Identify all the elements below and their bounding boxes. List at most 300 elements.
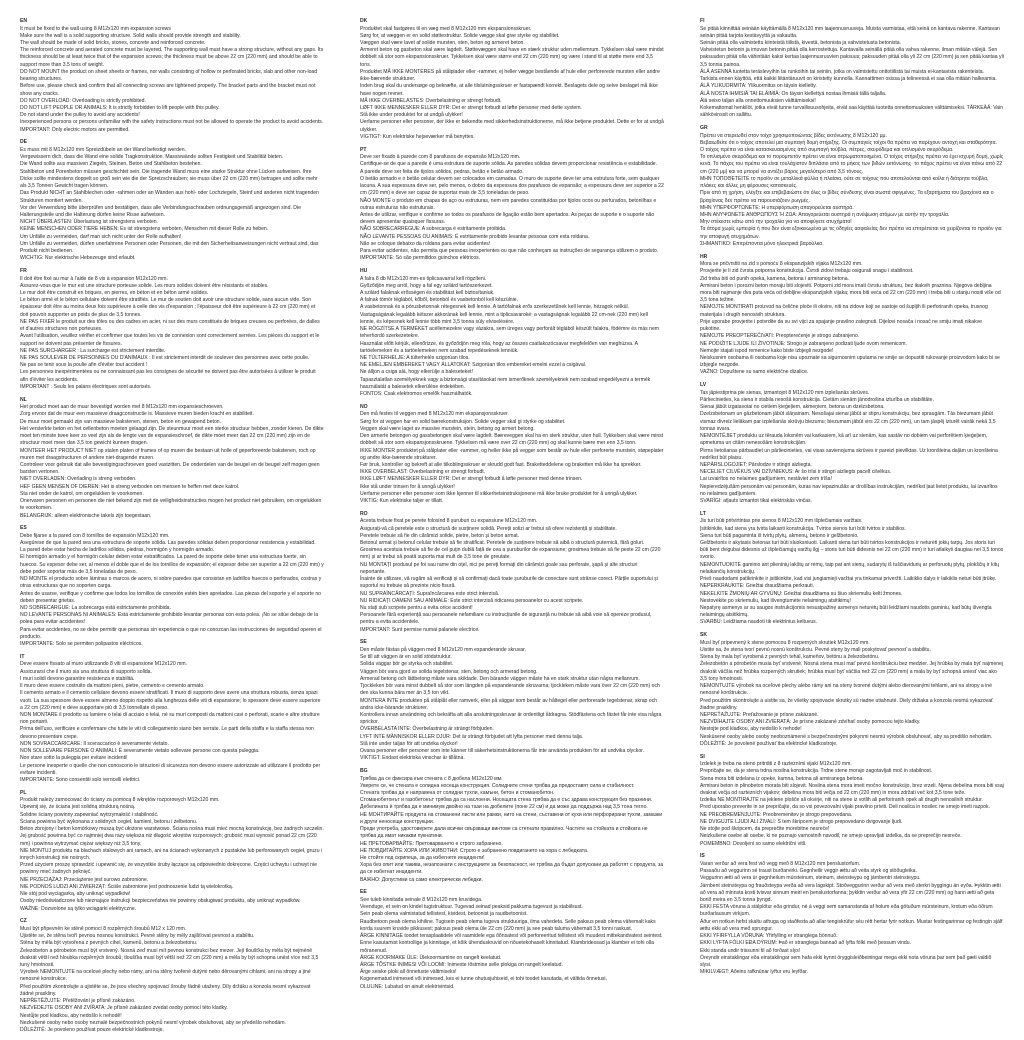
instruction-line: NE TÚLTERHELJE: A túlterhelés szigorúan tilos. [360,355,470,362]
instruction-line: НЕ МОНТИРАЙТЕ продукта на стоманени листи или рамки, нито на стени, съставени от кухи или перфорирани тухли, замазки и други неносещи конструкции. [360,811,663,825]
instruction-line: Før bruk, kontroller og bekreft at alle tilkoblingsskruer er skrudd godt fast. Braketteddelene og braketten må ikke ha sprekker. [360,461,642,468]
instruction-line: IMPORTANT: Sunt permise numai palanele electrice. [360,626,480,633]
instruction-line: Deve essere fissato al muro utilizzando 8 viti di espansione M12x120 mm. [20,661,188,668]
instruction-line: Železobetón a pórobetón musia byť vrstvené. Nosná stena musí mať pevnú konštrukciu bez medzier. Jej hrúbka by mala byť najmenej dvakrát väčšia než hrúbka rozperných skrutiek; hrúbka musí byť väčšia než 22 cm (220 mm) a mala by byť schopná uniesť viac ako 3,5 tony hmotnosti. [700,661,1004,682]
instruction-line: VIKTIGT: Endast elektriska vinschar är tillåtna. [360,755,465,762]
instruction-line: Betonul armat și betonul celular trebuie să fie stratificat. Peretele de susținere trebuie să aibă o structură puternică, fără goluri. Grosimea acestuia trebuie să fie de cel puțin dublă față de cea a șuruburilor de expansiune; grosimea trebuie să fie peste 22 cm (220 mm) și ar trebui să poată suporta mai mult de 3,5 tone de greutate. [360,540,661,561]
instruction-line: A falnak tömör téglából, kőből, betonból és vasbetonból kell készülnie. [360,297,519,304]
instruction-line: Sein peab olema valmistatud tellistest, kividest, betoonist ja raudbetoonist. [360,911,528,918]
instruction-line: BELANGRIJK: alleen elektronische takels zijn toegestaan. [20,512,152,519]
instruction-line: IKKE OVERBELAST: Overbelastning er strengt forbudt. [360,469,486,476]
instruction-line: Para evitar acidentes, não permita que pessoas inexperientes ou que não conheçam as instruções de segurança utilizem o produto. [360,248,659,255]
instruction-line: Ne álljon a csiga alá, hogy elkerülje a baleseteket! [360,369,473,376]
text-column-3 [700,18,1004,1040]
language-section [20,139,324,262]
instruction-line: Stěna by měla být vytvořena z pevných cihel, kamenů, betonu a železobetonu. [20,940,198,947]
instruction-line: Înainte de utilizare, vă rugăm să verificați și să confirmați dacă toate șuruburile de conectare sunt strânse corect. Părțile suportului și suportul nu trebuie să prezinte nicio fisură. [360,576,658,590]
language-section [360,511,664,634]
instruction-line: NON SOLLEVARE PERSONE O ANIMALI: È severamente vietato sollevare persone con questa puleggia. [20,748,260,755]
instruction-line: NEMOJTE MONTIRATI proizvod na čelične ploče ili okvire, niti na zidove koji se sastoje od šupljih ili perforiranih opeka, trusnog materijala i drugih nenosivih struktura. [700,304,988,318]
instruction-line: Το οπλισμένο σκυρόδεμα και το πορομπετόν πρέπει να είναι στρωματοποιημένα. Ο τοίχος στήριξης πρέπει να έχει ισχυρή δομή, χωρίς κενά. Το πάχος του πρέπει να είναι τουλάχιστον διπλάσιο από το μήκος των βιδών εκτόνωσης· το πάχος πρέπει να είναι πάνω από 22 cm (220 μμ) και να μπορεί να αντέξει βάρος μεγαλύτερο από 3,5 τόνους. [700,154,1004,175]
instruction-line: NEMOJTE PREOPTEREĆIVATI: Preopterećenje je strogo zabranjeno. [700,333,860,340]
instruction-line: Vahvistetun betonin ja imuvan betonin pitää olla kerrostettuja. Kantavalla seinällä pitää olla vahva rakenne, ilman mitään välejä. Sen paksuuden pitää olla vähintään kaksi kertaa laajennusruuvien paksuus; paksuuden pitää olla yli 22 cm (220 mm) ja sen pitää kantaa yli 3,5 tonnia painoa. [700,47,1004,68]
instruction-line: Provjerite je li zid čvrsta potporna konstrukcija. Čvrsti zidovi trebaju osigurati snagu i stabilnost. [700,268,914,275]
instruction-line: Neizkušene osebe ali osebe, ki ne poznajo varnostnih navodil, ne smejo upravljati izdelka, da se preprečijo nesreče. [700,833,962,840]
instruction-line: Solida väggar bör ge styrka och stabilitet. [360,661,454,668]
instruction-line: De muur moet gemaakt zijn van massieve bakstenen, stenen, beton en gewapend beton. [20,418,222,425]
instruction-line: Les personnes inexpérimentées ou ne connaissant pas les consignes de sécurité ne doivent pas être autorisées à utiliser le produit afin d'éviter les accidents. [20,369,316,383]
instruction-line: Assicurarsi che il muro sia una struttura di supporto solida. [20,668,152,675]
language-code: DE [20,139,28,146]
language-section [700,632,1004,748]
language-code: IT [20,653,25,660]
instruction-line: Musí byť pripevnený k stene pomocou 8 rozperných skrutiek M12x120 mm. [700,639,870,646]
instruction-line: NEPĀRSLOGOJIET: Pārslodze ir stingri aizliegta. [700,461,812,468]
instruction-line: NEZVEDEJTE OSOBY ANI ZVÍŘATA: Je přísně zakázáno zvedat osoby pomocí této kladky. [20,1005,228,1012]
instruction-line: Izdelek je treba na steno pritrditi z 8 raztezními vijaki M12x120 mm. [700,761,852,768]
instruction-line: Den måste fästas på väggen med 8 M12x120 mm expanderande skruvar. [360,647,526,653]
language-code: LT [700,510,706,517]
instruction-line: Le persone inesperte o quelle che non conoscono le istruzioni di sicurezza non devono essere autorizzate ad utilizzare il prodotto per evitare incidenti. [20,762,321,776]
instruction-line: NEZVDÍHAJTE OSOBY ANI ZVIERATÁ: Je prísne zakázané zdvíhať osoby pomocou tejto kladky. [700,719,921,726]
language-section [360,147,664,263]
instruction-line: VIGTIGT: Kun elektriske hejseværker må benyttes. [360,133,475,140]
instruction-line: El hormigón armado y el hormigón celular deben estar estratificados. La pared de soporte debe tener una estructura fuerte, sin huecos. Su espesor debe ser, al menos el doble que el de los tornillos de expansión; el espesor debe ser superior a 22 cm (220 mm) y debe poder soportar más de 3,5 toneladas de peso. [20,554,324,575]
instruction-line: Neiskusnim osobama ili osobama koje nisu upoznate sa sigurnosnim uputama ne smije se dopustiti rukovanje proizvodom kako bi se izbjegle nezgode. [700,355,1000,369]
instruction-line: Sienai jābūt izgatavotai no cietiem ķieģeļiem, akmeņiem, betona un dzelzsbetona. [700,404,885,411]
instruction-line: NICHT ÜBERLASTEN: Überlastung ist strengstens verboten. [20,219,159,226]
instruction-line: ÄRGE KOORMAKE ÜLE: Ülekoormamine on rangelt keelatud. [360,954,502,961]
instruction-line: НЕ ПОВДИГАЙТЕ ХОРА ИЛИ ЖИВОТНИ: Строго е забранено повдигането на хора с лебедката. [360,847,589,854]
instruction-line: SVARĪGI: atļauts izmantot tikai elektriskās vinčas. [700,498,813,505]
instruction-line: NEKELKITE ŽMONIŲ AR GYVŪNŲ: Griežtai draudžiama su šiuo skriemuliu kelti žmones. [700,590,903,597]
instruction-line: Veggen skal være laget av massive murstein, stein, betong og armert betong. [360,425,535,432]
instruction-line: Das Produkt NICHT an Stahlblechen oder -rahmen oder an Wänden aus hohl- oder Lochziegeln, Steinf und anderen nicht tragenden Strukturen montiert werden. [20,190,319,204]
instruction-line: Il cemento armato e il cemento cellulare devono essere stratificati. Il muro di supporto deve avere una struttura robusta, senza spazi vuoti. La sua spessore deve essere almeno doppio rispetto alla lunghezza delle viti di espansione; lo spessore deve essere superiore a 22 cm (220 mm) e deve supportare più di 3,5 tonnellate di peso. [20,690,321,711]
instruction-line: NON MONTARE il prodotto su lamiere o telai di acciaio o telai, né su muri composti da mattoni cavi o perforati, scarie e altre strutture non portanti. [20,711,320,726]
instruction-line: NÃO SOBRECARREGUE: A sobrecarga é estritamente proibida. [360,226,507,233]
instruction-line: IMPORTANT: Only electric motors are permitted. [20,126,130,133]
instruction-line: Le béton armé et le béton cellulaire doivent être stratifiés. Le mur de soutien doit avoir une structure solide, sans aucun vide. Son épaisseur doit être au moins deux fois supérieure à celle des vis d'expansion ; l'épaisseur doit être supérieure à 22 cm (220 mm) et doit pouvoir supporter un poids de plus de 3,5 tonnes. [20,297,316,318]
language-section [20,268,324,391]
language-section [20,397,324,520]
instruction-line: Výrobek NEMONTUJTE na ocelové plechy nebo rámy, ani na stěny tvořené dutými nebo děrovanými cihlami, ani na stropy a jiné nenosné konstrukce. [20,969,311,983]
instruction-line: Varan verður að vera fest við vegg með 8 M12x120 mm þenslustorfum. [700,860,861,867]
instruction-line: Controleer voor gebruik dat alle bevestigingsschroeven goed vastzitten. De onderdelen van de beugel en de beugel zelf mogen geen barsten vertonen. [20,461,320,476]
instruction-line: Tapasztalatlan személyeknek vagy a biztonsági utasításokat nem ismerőknek személyeknek nem szabad engedélyezni a termék használatát a balesetek elkerülése érdekében. [360,376,651,390]
language-section [20,18,324,134]
instruction-line: Acesta trebuie fixat pe perete folosind 8 șuruburi cu expansiune M12x120 mm. [360,518,538,525]
instruction-line: Enne kasutamist kontrollige ja kinnitage, et kõik ühenduskruvid on nõuetekohaselt kinnitatud. Klambrideosad ja klamber ei tohi olla mõranenud. [360,940,654,954]
instruction-line: LYFT INTE MÄNNISKOR ELLER DJUR: Det är strängt förbjudet att lyfta personer med denna talja. [360,733,584,740]
instruction-line: NE PREOBREMENJUJTE: Preobremenitev je strogo prepovedana. [700,811,853,818]
instruction-line: NIE PODNOŚ LUDZI ANI ZWIERZĄT: Ściśle zabronione jest podnoszenie ludzi tą wielokrotką. [20,883,234,890]
instruction-line: Antes de usarse, verifique y confirme que todos los tornillos de conexión estén bien apretados. Las piezas del soporte y el soporte no deben presentar grietas. [20,590,321,604]
instruction-line: ÄLÄ NOSTA IHMISIÄ TAI ELÄIMIÄ: On täysin kiellettyä nostaa ihmisiä tällä taljalla. [700,90,887,97]
language-section [700,754,1004,848]
instruction-line: ÄRGE TÕSTKE INIMESI VÕI LOOMI: Inimeste tõstmine selle plokiga on rangelt keelatud. [360,961,563,968]
instruction-line: Certifique-se de que a parede é uma estrutura de suporte sólida. As paredes sólidas devem proporcionar resistência e estabilidade. [360,161,658,168]
instruction-line: Tas jāpiestiprina pie sienas, izmantojot 8 M12x120 mm izplešanās skrūves. [700,389,870,396]
language-section [360,768,664,884]
instruction-line: Beton zbrojony i beton komórkowy muszą być ułożone warstwowo. Ściana nośna musi mieć mocną konstrukcję, bez żadnych szczelin. Jej grubość powinna być co najmniej dwa razy większa niż długość wkrętów rozporowych; grubość musi wynosić ponad 22 cm (220 mm) i powinna wytrzymać ciężar większy niż 3,5 tony. [20,826,324,847]
instruction-line: Prepričajte se, da je stena trdna nosilna konstrukcija. Trdne stene morajo zagotavljati moč in stabilnost. [700,768,933,775]
instruction-line: Nestůjte pod kladkou, aby nedošlo k nehodě! [20,1012,122,1019]
instruction-line: SVARBU: Leidžiama naudoti tik elektrinius keltuvus. [700,619,818,626]
instruction-line: Не стойте под скрипеца, за да избегнете инциденти! [360,855,485,862]
instruction-line: Ujistěte se, že stěna tvoří pevnou nosnou konstrukci. Pevné stěny by měly zajišťovat pevnost a stabilitu. [20,933,255,940]
language-code: HR [700,253,708,260]
text-column-2 [360,18,664,1040]
instruction-line: Væggen skal være lavet af solide mursten, sten, beton og armeret beton. [360,40,525,47]
instruction-line: NIE MONTUJ produktu na blachach stalowych ani ramach, ani na ścianach wykonanych z pustaków lub perforowanych cegieł, gruzu i innych konstrukcji nie nośnych. [20,847,323,862]
instruction-line: NÃO MONTE o produto em chapas de aço ou estruturas, nem em paredes constituídas por tijolos ocos ou perfurados, betonilhas e outras estruturas não estruturais. [360,197,657,211]
language-section [360,639,664,762]
language-section [360,18,664,141]
instruction-line: Dzelzsbetonam un gāzbetonam jābūt slāņainam. Nesošajai sienai jābūt ar stipru konstrukciju, bez spraugām. Tās biezumam jābūt vismaz divreiz lielākam par izplešanās skrūvju biezumu; biezumam jābūt virs 22 cm (220 mm), un tam jāspēj izturēt vairāk nekā 3,5 tonnas svara. [700,411,996,432]
instruction-line: Pārliecinieties, ka siena ir stabila nesošā konstrukcija. Cietām sienām jānodrošina izturība un stabilitāte. [700,397,934,403]
language-section [700,853,1004,976]
language-code: PT [360,146,367,153]
instruction-line: Het versterkte beton en het cellenbeton moeten gelaagd zijn. De steunmuur moet een sterke structuur hebben, zonder kieren. De dikte moet ten minste twee keer zo veel zijn als de lengte van de expansieschroef, de dikte moet meer dan 22 cm (220 mm) zijn en de structuur moet meer dan 3,5 ton gewicht kunnen dragen. [20,425,324,447]
instruction-line: DO NOT OVERLOAD: Overloading is strictly prohibited. [20,97,146,104]
instruction-line: NON SOVRACCARICARE: Il sovraccarico è severamente vietato. [20,740,169,747]
instruction-line: ÄRGE KINNITAGE toodet terasplaatidele või raamidele ega õõnsatest või perforeeritud tellistest või muudest mittekandvatest seintest. [360,933,663,940]
instruction-line: NEMONTUJTE výrobok na oceľové plechy alebo rámy ani na steny tvorené dutými alebo dierovanými tehlami, ani na stropy a iné nenosné konštrukcie. [700,683,992,697]
instruction-line: Do not stand under the pulley to avoid any accidents! [20,112,140,119]
instruction-line: Produktet MÅ IKKE MONTERES på stålplader eller -rammer, ej heller vægge bestående af hule eller perforerede mursten eller andre ikke-bærende strukturer. [360,68,660,83]
instruction-line: Sta niet onder de katrol, om ongelukken te voorkomen. [20,490,144,497]
instruction-line: Áður en notkun hefst skaltu athuga og staðfesta að allar tengiskrúfur séu rétt hertar fyrir notkun. Mustar festingarinnar og festingin sjálf ættu ekki að vera með sprungur. [700,918,1003,932]
instruction-line: Stå ikke under produktet for at undgå ulykker! [360,112,463,119]
instruction-line: MÅ IKKE OVERBELASTES: Overbelastning er strengt forbudt. [360,97,502,104]
instruction-line: Veenduge, et sein on kindel tugistruktuur. Tugevad seinad peaksid pakkuma tugevust ja stabiilsust. [360,904,583,911]
instruction-line: Ikke stå under trinsen for å unngå ulykker! [360,483,455,490]
instruction-line: Peretele trebuie să fie din cărămizi solide, pietre, beton și beton armat. [360,532,520,539]
instruction-line: IMPORTANTE: Só são permitidos guinchos elétricos. [360,255,481,262]
instruction-line: La pared debe estar hecha de ladrillos sólidos, piedras, hormigón y hormigón armado. [20,547,215,554]
instruction-line: WAŻNE: Dozwolone są tylko wciągarki elektryczne. [20,905,137,912]
instruction-line: Nemojte stajati ispod remenice kako biste izbjegli nezgode! [700,347,834,354]
instruction-line: HEF GEEN MENSEN OF DIEREN: Het is streng verboden om mensen te heffen met deze katrol. [20,483,240,490]
instruction-line: Prieš naudodami patikrinkite ir įsitikinkite, kad visi jungiamieji varžtai yra tinkamai priveržti. Laikiklio dalys ir laikiklis neturi būti įtrūkę. [700,576,997,583]
instruction-line: Veggurinn ætti að vera úr gegnheilum múrsteinum, steinum, steinsteypu og járnbentri steinsteypu. [700,875,921,882]
instruction-line: Produktet skal fastgøres til en væg med 8 M12x120 mm ekspansionsskruer. [360,25,532,32]
instruction-line: POMEMBNO: Dovoljeni so samo električni vitli. [700,840,807,847]
instruction-line: NO SOBRECARGUE: La sobrecarga está estrictamente prohibida. [20,605,171,612]
instruction-line: NEMONTĒJIET produktu uz tērauda loksnēm vai karkasiem, kā arī uz sienām, kas sastāv no dobiem vai perforētiem ķieģeļiem, apmetuma un citām nenesošām konstrukcijām. [700,433,988,447]
instruction-line: Před použitím zkontrolujte a ujistěte se, že jsou všechny spojovací šrouby řádně utaženy. Díly držáku a konzola nesmí vykazovat žádné praskliny. [20,983,311,997]
instruction-line: ΣΗΜΑΝΤΙΚΟ: Επιτρέπονται μόνο ηλεκτρικά βαρούλκα. [700,240,824,247]
instruction-line: Vergewissern dich, dass die Wand eine solide Tragkonstruktion. Massivwände sollten Festigkeit und Stabilität bieten. [20,154,284,161]
instruction-line: The wall should be made of solid bricks, stones, concrete and reinforced concrete. [20,40,206,47]
instruction-line: Il muro deve essere costruito da mattoni pieni, pietre, cemento e cemento armato. [20,683,205,690]
instruction-line: Before use, please check and confirm that all connecting screws are tightened properly. The bracket parts and the bracket must not show any cracks. [20,83,316,97]
instruction-line: NEPREŤAŽUJTE: Preťažovanie je prísne zakázané. [700,711,819,718]
instruction-line: Ο τοίχος πρέπει να είναι κατασκευασμένος από συμπαγή τούβλα, πέτρες, σκυρόδεμα και οπλισμένο σκυρόδεμα. [700,147,954,153]
instruction-line: NEMONTUOKITE gaminio ant plieninių lakštų ar rėmų, taip pat ant sienų, sudarytų iš tuščiavidurių ar perforuotų plytų, plokščių ir kitų nelaikančių konstrukcijų. [700,561,999,575]
language-code: FI [700,18,705,24]
language-code: GR [700,124,708,131]
instruction-line: ΜΗΝ ΥΠΕΡΦΟΡΤΩΝΕΤΕ: Η υπερφόρτωση απαγορεύεται αυστηρά. [700,204,854,211]
instruction-line: Armirani beton i porozni beton moraju biti slojeviti. Potporni zid mora imati čvrstu strukturu, bez ikakvih praznina. Njegova debljina mora biti najmanje dva puta veća od debljine ekspanzijskih vijaka; mora biti veća od 22 cm (220 mm) i treba biti u stanju nositi više od 3,5 tona težine. [700,282,1001,304]
instruction-line: Nie stój pod wyciągarką, aby uniknąć wypadków! [20,891,131,898]
language-section [700,18,1004,119]
instruction-line: KEINE MENSCHEN ODER TIERE HEBEN: Es ist strengstens verboten, Menschen mit dieser Rolle zu heben. [20,226,269,233]
instruction-line: NO LEVANTE PERSONAS NI ANIMALES: Está estrictamente prohibido levantar personas con esta polea. ¡No se sitúe debajo de la polea para evitar accidentes! [20,612,319,626]
language-code: BG [360,768,368,774]
instruction-line: Die Wand sollte aus massiven Ziegeln, Steinen, Beton und Stahlbeton bestehen. [20,161,202,168]
instruction-line: Osoby niedoświadczone lub nieznające instrukcji bezpieczeństwa nie powinny obsługiwać produktu, aby uniknąć wypadków. [20,898,301,905]
instruction-line: Járnbent steinsteypa og frauðsteypa verða að vera lagskipt. Stoðveggurinn verður að vera með sterkri byggingu án eyða. Þykktin ætti að vera að minnsta kosti tvisvar sinnum meiri en þenslustorfanna; þykktin verður að vera yfir 22 cm (220 mm) og hann ætti að geta borið meira en 3,5 tonna þyngd. [700,882,1001,903]
instruction-line: ÄLÄ ASENNA tuotetta teräslevyihin tai runkoihin tai seiniin, jotka on valmistettu onttotiilistä tai muista ei-kantavista rakenteista. [700,68,984,75]
instruction-line: Inexperienced persons or persons unfamiliar with the safety instructions must not be allowed to operate the product to avoid accidents. [20,119,324,126]
language-section [700,511,1004,627]
instruction-line: VAŽNO: Dopuštene su samo električne dizalice. [700,369,809,376]
instruction-line: OLULINE: Lubatud on ainult elektrivintsid. [360,983,455,990]
instruction-line: Stena by mala byť vyrobená z pevných tehál, kameňov, betónu a železobetónu. [700,654,880,661]
instruction-line: Het product moet aan de muur bevestigd worden met 8 M12x120 mm expansieschroeven. [20,404,224,411]
instruction-line: Es muss mit 8 M12x120 mm Spreizdübeln an der Wand befestigt werden. [20,147,187,153]
instruction-line: Železobeton a pórobeton musí být vrstvený. Nosná zeď musí mít pevnou konstrukci bez mezer. Její tloušťka by měla být nejméně dvakrát větší než hloubka rozpěrných šroubů; tloušťka musí být větší než 22 cm (220 mm) a měla by být schopna unést více než 3,5 tuny hmotnosti. [20,947,319,968]
language-code: SK [700,632,708,639]
instruction-line: Ärge seiske ploki all õnnetuste vältimiseks! [360,969,457,976]
language-code: FR [20,268,27,274]
instruction-line: Tarkista ennen käyttöä, että kaikki liitäntäruuvit on kiristetty kunnolla. Kannattimen osissa ja telineessä ei saa olla mitään halkeamia. [700,76,997,83]
instruction-line: Upewnij się, że ściana jest solidną strukturą nośną. [20,804,136,811]
instruction-line: Stahlbeton und Porenbeton müssen geschichtet sein. Die tragende Wand muss eine starke Struktur ohne Lücken aufweisen. Ihre Dicke sollte mindestens doppelt so groß sein wie die der Spreizschrauben; sie muss über 22 cm (220 mm) betragen und sollte mehr als 3,5 Tonnen Gewicht tragen können. [20,168,318,190]
instruction-line: Debe fijarse a la pared con 8 tornillos de expansión M12x120 mm. [20,532,170,539]
instruction-line: Uerfarne personer eller personer som ikke kjenner til sikkerhetsinstruksjonene må ikke bruke produktet for å unngå ulykker. [360,490,638,497]
instruction-line: A vasbetonnak és a pórusbetonnak rétegesnek kell lennie. A tartófalnak erős szerkezetűnek kell lennie, hézagok nélkül. Vastagságának legalább kétszer akkorának kell lennie, mint a tiplicsavaroké; a vastagságnak legalább 22 cm-nek (220 mm) kell lennie, és képesnek kell lennie több mint 3,5 tonna súly elviselésére. [360,304,648,325]
language-section [20,525,324,648]
instruction-line: Pred použitím skontrolujte a uistite sa, že všetky spojovacie skrutky sú riadne utiahnuté. Diely držiaka a konzola nesmú vykazovať žiadne praskliny. [700,697,993,711]
instruction-line: Zid treba biti od punih opeka, kamena, betona i armiranog betona. [700,275,849,282]
language-code: CZ [20,918,27,925]
instruction-line: Pred uporabo preverite in se prepričajte, da so vsi povezovalni vijaki pravilno priviti. Deli nosilca in nosilec ne smejo imeti razpok. [700,804,990,811]
instruction-line: IMPORTANTE: Solo se permiten polipastos eléctricos. [20,641,143,648]
instruction-line: Przed użyciem proszę sprawdzić i upewnić się, że wszystkie śruby łączące są odpowiednio dokręcone. Części uchwytu i uchwyt nie powinny mieć żadnych pęknięć. [20,862,317,876]
language-code: HU [360,268,368,274]
instruction-line: Μην στέκεστε κάτω από την τροχαλία για να αποφύγετε ατυχήματα! [700,219,852,226]
instruction-line: IKKE MONTER produktet på stålplater eller -rammer, og heller ikke på vegger som består av hule eller perforerte murstein, støpeplater og andre ikke-bærende strukturer. [360,447,664,461]
instruction-line: NE EMELJEN EMBEREKET VAGY ÁLLATOKAT: Szigorúan tilos embereket emelni ezzel a csigával. [360,362,587,369]
instruction-line: Kontrollera innan användning och bekräfta att alla anslutningsskruvar är ordentligt åtdragna. Stödfästena och fästet får inte visa några sprickor. [360,711,662,726]
instruction-line: Armirani beton in plinobeton morata biti slojevit. Nosilna stena mora imeti močno konstrukcijo, brez vrzeli. Njena debelina mora biti vsaj dvakrat večja od raztezních vijakov; debelina mora biti večja od 22 cm (220 mm) in mora zdržati več kot 3,5 tone teže. [700,782,1004,797]
instruction-line: NE RÖGZÍTSE A TERMÉKET acéllemezekre vagy vázakra, sem üreges vagy perforált téglából készült falakra, födémre és más nem teherhordó szerkezetekre. [360,326,660,340]
instruction-line: Трябва да се фиксира към стената с 8 дюбела M12x120 мм. [360,775,503,782]
instruction-line: Se till att väggen är en solid stödstruktur. [360,654,452,661]
instruction-line: Τα άτομα χωρίς εμπειρία ή που δεν είναι εξοικειωμένα με τις οδηγίες ασφαλείας δεν πρέπει να επιτρέπεται να χειρίζονται το προϊόν για την αποφυγή ατυχημάτων. [700,226,1002,240]
instruction-line: NU SUPRAÎNCĂRCAȚI: Supraîncărcarea este strict interzisă. [360,590,500,597]
language-code: EE [360,889,367,896]
instruction-line: Seinän pitää olla valmistettu kiinteistä tiilistä, kivestä, betonista ja vahvistetusta betonista. [700,40,902,47]
language-code: EN [20,18,28,24]
instruction-line: Armeret beton og gasbeton skal være lagdelt. Støttevæggen skal have en stærk struktur uden mellemrum. Tykkelsen skal være mindst dobbelt så stor som ekspansionsskruer. Tykkelsen skal være større end 22 cm (220 mm) og være i stand til at støtte mere end 3,5 tons. [360,47,664,68]
instruction-line: Uistite sa, že stena tvorí pevnú nosnú konštrukciu. Pevné steny by mali poskytovať pevnosť a stabilitu. [700,647,931,653]
instruction-line: Prije uporabe provjerite i potvrdite da su svi vijci za spajanje pravilno zategnuti. Dijelovi nosača i nosač ne smiju imati nikakve pukotine. [700,318,982,333]
language-code: RO [360,510,368,517]
language-section [360,404,664,505]
instruction-line: ΜΗΝ ΤΟΠΟΘΕΤΕΙΤΕ το προϊόν σε μεταλλικά φύλλα ή πλαίσια, ούτε σε τοίχους που αποτελούνται από κοίλα ή διάτρητα τούβλα, πλάκες και άλλες μη φέρουσες κατασκευές. [700,175,989,190]
instruction-line: Стоманобетонът и газобетонът трябва да са наслоени. Носещата стена трябва да е със здрава конструкция без празнини. Дебелината ѝ трябва да е минимум двойно на тази на дюбелите (поне 22 см) и да може да поддържа над 3,5 тона тегло. [360,797,653,811]
instruction-line: Óreyndir einstaklingar eða einstaklingar sem hafa ekki kynnt öryggisleiðbeiningar mega ekki nota vöruna þar sem það gæti valdið slysi. [700,954,992,968]
instruction-line: Уверете се, че стената е солидна носеща конструкция. Солидните стени трябва да предоставят сила и стабилност. [360,782,635,789]
instruction-line: NEPŘETĚŽUJTE: Přetěžování je přísně zakázáno. [20,998,136,1005]
instruction-line: Make sure the wall is a solid supporting structure. Solid walls should provide strength and stability. [20,32,241,39]
instruction-line: Jis turi būti pritvirtintas prie sienos 8 M12x120 mm išplečiamais varžtais. [700,518,863,525]
text-column-1 [20,18,324,1040]
instruction-line: Įsitikinkite, kad siena yra tvirta laikanti konstrukcija. Tvirtos sienos turi būti tvirtos ir stabilios. [700,525,906,532]
instruction-line: Produkt należy zamocować do ściany za pomocą 8 wkrętów rozporowych M12x120 mm. [20,797,220,804]
instruction-line: ÄLÄ YLIKUORMITA: Ylikuormitus on täysin kielletty. [700,83,817,90]
instruction-line: Nu stați sub scripete pentru a evita orice accident! [360,605,473,612]
instruction-line: Mora se pričvrstiti na zid s pomoću 8 ekspanzijskih vijaka M12x120 mm. [700,261,863,268]
instruction-line: Βεβαιωθείτε ότι ο τοίχος αποτελεί μια συμπαγή δομή στήριξης. Οι συμπαγείς τοίχοι θα πρέπει να παρέχουν αντοχή και σταθερότητα. [700,139,997,146]
instruction-line: O betão armado e o betão celular devem ser colocados em camadas. O muro de suporte deve ter uma estrutura forte, sem qualquer lacuna. A sua espessura deve ser, pelo menos, o dobro da espessura dos parafusos de expansão; a espessura deve ser superior a 22 cm (220 mm) e deve ser capaz de suportar mais de 3,5 toneladas de peso. [360,175,664,197]
language-code: DK [360,18,368,24]
instruction-line: Kogenematud inimesed või inimesed, kes ei tunne ohutusjuhiseid, ei tohi toodet kasutada, et vältida õnnetusi. [360,976,607,983]
instruction-line: Raudbetoon peab olema kihiline. Tugisein peab olema tugeva struktuuriga, ilma vahedeta. Selle paksus peab olema vähemalt kaks korda suurem kruvide pikkusest; paksus peab olema üle 22 cm (220 mm) ja see peab taluma vähemalt 3,5 tonni raskust. [360,918,656,932]
instruction-line: Le mur doit être construit en briques, en pierres, en béton et en béton armé solides. [20,290,209,297]
instruction-line: Izdelka NE MONTIRAJTE na jeklene plošče ali okvirje, niti na stene iz votlih ali perforiranih opek ali drugih nenosilnih struktur. [700,797,983,804]
instruction-line: DO NOT MOUNT the product on sheet sheets or frames, nor walls consisting of hollow or perforated bricks, slab and other non-load bearing structures. [20,68,318,83]
instruction-line: ÖVERBELASTA INTE: Överbelastning är strängt förbjuden. [360,726,494,733]
instruction-line: DŮLEŽITÉ: Je povoleno používat pouze elektrické kladkostroje. [20,1026,164,1033]
instruction-line: The reinforced concrete and aerated concrete must be layered. The supporting wall must have a strong structure, without any gaps. Its thickness should be at least twice that of the expansion screws; the thickness must be above 22 cm (220 mm) and should be able to support more than 3.5 tons of weight. [20,47,324,68]
language-code: NO [360,403,368,410]
instruction-line: Inden brug skal du undersøge og bekræfte, at alle tilslutningsskruer er fastspændt korrekt. Beslagets dele og selve beslaget må ikke have nogen revner. [360,83,658,97]
instruction-line: Passaðu að veggurinn sé traust burðarvirki. Gegnheilir veggir ættu að veita styrk og stöðugleika. [700,868,917,875]
language-section [700,382,1004,505]
instruction-line: EKKI FESTA vöruna á stálplötur eða grindur, né á veggi sem samanstanda af holum eða götuðum múrsteinum, krotum eða öðrum burðarlausum virkjum. [700,904,993,918]
instruction-line: Vor der Verwendung bitte überprüfen und bestätigen, dass alle Verbindungsschrauben ordnungsgemäß angezogen sind. Die Halterungsteile und die Halterung dürfen keine Risse aufweisen. [20,204,301,218]
instruction-line: Ściana powinna być wykonana z solidnych cegieł, kamieni, betonu i żelbetonu. [20,818,198,825]
language-code: PL [20,789,27,796]
language-code: LV [700,382,707,389]
instruction-line: A falra 8 db M12x120 mm-es tiplicsavarral kell rögzíteni. [360,275,487,282]
instruction-line: MIKILVÆGT: Aðeins rafknúnar lyftur eru leyfðar. [700,969,809,976]
instruction-line: Gelžbetonis ir akytasis betonas turi būti sluoksniuoti. Laikanti siena turi būti tvirtos konstrukcijos ir neturėti jokių tarpų. Jos storis turi būti bent dvigubai didesnis už išplečiamųjų varžtų ilgį – storis turi būti didesnis nei 22 cm (220 mm) ir turi atlaikyti daugiau nei 3,5 tonos svorio. [700,540,1004,561]
instruction-line: ВАЖНО: Допустими са само електрически лебедки. [360,876,483,883]
instruction-line: Преди употреба, удостоверете дали всички свързващи винтове са стегнати правилно. Частите на стойката и стойката не трябва да имат никакви пукнатини. [360,826,648,840]
instruction-line: Хора без опит или такива, незапознати с инструкциите за безопасност, не трябва да бъдат допускани да работят с продукта, за да се избегнат инциденти. [360,862,664,876]
instruction-line: EKKI YFIRFYLLA VÖRUNA: Yfirfylling er stranglega bönnuð. [700,933,838,940]
instruction-line: NE PAS FIXER le produit sur des tôles ou des cadres en acier, ni sur des murs constitués de briques creuses ou perforées, de dalles et d'autres structures non porteuses. [20,318,320,333]
instruction-line: Nezkušené osoby nebo osoby neznalé bezpečnostních pokynů nesmí výrobek obsluhovat, aby se předešlo nehodám. [20,1019,286,1026]
instruction-line: IMPORTANTE: Sono consentiti solo verricelli elettrici. [20,776,141,783]
instruction-line: Assurez-vous que le mur est une structure porteuse solide. Les murs solides doivent être résistants et stables. [20,282,269,289]
instruction-line: Prima dell'uso, verificare e confermare che tutte le viti di collegamento siano ben serrate. Le parti della staffa e la staffa stessa non devono presentare crepe. [20,726,314,740]
instruction-line: Lai izvairītos no nelaimes gadījumiem, nestāviet zem trīša! [700,476,832,483]
instruction-line: Il doit être fixé au mur à l'aide de 8 vis à expansion M12x120 mm. [20,275,168,282]
instruction-line: NE PAS SOULEVER DE PERSONNES OU D'ANIMAUX : Il est strictement interdit de soulever des personnes avec cette poulie. [20,355,310,362]
instruction-line: NO MONTE el producto sobre láminas o marcos de acero, ni sobre paredes que consistan en ladrillos huecos o perforados, costras y otras estructuras que no soporten carga. [20,576,322,590]
instruction-line: Antes de utilizar, verifique e confirme se todos os parafusos de ligação estão bem apertados. As peças de suporte e o suporte não devem apresentar quaisquer fissuras. [360,211,655,226]
instruction-line: Avant l'utilisation, veuillez vérifier et confirmer que toutes les vis de connexion sont correctement serrées. Les pièces du support et le support ne doivent pas présenter de fissures. [20,333,320,347]
instruction-line: VIKTIG: Kun elektriske taljer er tillatt. [360,498,444,505]
instruction-line: NE PAS SURCHARGER : La surcharge est strictement interdite. [20,347,166,354]
instruction-line: Ovana personer eller personer som inte känner till säkerhetsinstruktionerna får inte använda produkten för att undvika olyckor. [360,748,644,755]
instruction-line: Väggen bör vara gjord av solida tegelstenar, sten, betong och armerad betong. [360,668,538,675]
instruction-line: NE PODIŽITE LJUDE ILI ŽIVOTINJE: Strogo je zabranjeno podizati ljude ovom remenicom. [700,340,907,347]
language-code: SE [360,639,367,646]
instruction-line: Asegúrese de que la pared sea una estructura de soporte sólida. Las paredes sólidas deben proporcionar resistencia y estabilidad. [20,540,316,547]
instruction-line: Stena mora biti izdelana iz opeke, kamna, betona ali armiranega betona. [700,775,864,782]
instruction-line: Nepieredzējušām personām vai personām, kuras nav iepazinušās ar drošības instrukcijām, nedrīkst ļaut lietot produktu, lai izvairītos no nelaimes gadījumiem. [700,483,998,497]
instruction-line: Πριν από τη χρήση, ελέγξτε και επιβεβαιώστε ότι όλες οι βίδες σύνδεσης είναι σωστά σφιγμένες. Τα εξαρτήματα του βραχίονα και ο βραχίονας δεν πρέπει να παρουσιάζουν ρωγμές. [700,190,994,204]
instruction-line: EKKI LYFTA FÓLKI EÐA DÝRUM: Það er stranglega bannað að lyfta fólki með þessum vindu. [700,940,912,947]
language-section [360,889,664,990]
instruction-line: DÔLEŽITÉ: Je povolené používať iba elektrické kladkostroje. [700,740,838,747]
instruction-line: LØFT IKKE MENNESKER ELLER DYR: Det er strengt forbudt at løfte personer med dette system. [360,105,582,112]
instruction-line: Onervaren personen en personen die niet bekend zijn met de veiligheidsinstructies mogen het product niet gebruiken, om ongelukken te voorkomen. [20,498,322,512]
instruction-line: Non stare sotto la puleggia per evitare incidenti! [20,755,128,762]
instruction-line: Não se coloque debaixo da roldana para evitar acidentes! [360,240,491,247]
language-section [700,125,1004,248]
instruction-line: Használat előtt kérjük, ellenőrizze, és győződjön meg róla, hogy az összes csatlakozócsavar megfelelően van meghúzva. A tartóelemeken és a tartóelemeken nem szabad repedéseknek lenniük. [360,340,638,354]
instruction-line: NIET OVERLADEN: Overlading is streng verboden. [20,476,137,483]
instruction-line: DO NOT LIFT PEOPLE OR ANIMALS: It is strictly forbidden to lift people with this pulley. [20,105,220,112]
instruction-line: Den armerte betongen og gassbetongen skal være lagdelt. Bæreveggen skal ha en sterk struktur, uten hull. Tykkelsen skal være minst dobbelt så stor som ekspansjonsskruene. Tykkelsen må være over 22 cm (220 mm) og skal kunne bære mer enn 3,5 tonn. [360,433,664,447]
instruction-line: Стената трябва да е направена от солидни тухли, камъни, бетон и стоманобетон. [360,790,555,797]
language-code: SI [700,753,705,760]
instruction-line: IKKE LØFT MENNESKER ELLER DYR: Det er strengt forbudt å løfte personer med denne trinsen. [360,476,583,483]
instruction-line: WICHTIG: Nur elektrische Hebezeuge sind erlaubt. [20,255,136,262]
instruction-line: NE DVIGUJTE LJUDI ALI ŽIVALI: S tem škripcem je strogo prepovedano dvigovanje ljudi. [700,818,903,825]
instruction-line: Sørg for at veggen har en solid bærekonstruksjon. Solide vegger skal gi styrke og stabilitet. [360,418,566,425]
instruction-line: NÃO LEVANTE PESSOAS OU ANIMAIS: É estritamente proibido levantar pessoas com esta roldana. [360,233,590,240]
language-code: NL [20,396,27,403]
instruction-line: Győződjön meg arról, hogy a fal egy szilárd tartószerkezet. [360,282,493,289]
instruction-line: Πρέπει να στερεωθεί στον τοίχο χρησιμοποιώντας βίδες εκτόνωσης 8 M12x120 μμ. [700,132,887,139]
instruction-line: Deve ser fixado à parede com 8 parafusos de expansão M12x120 mm. [360,154,521,161]
instruction-line: Siena turi būti pagaminta iš tvirtų plytų, akmenų, betono ir gelžbetonio. [700,532,859,539]
instruction-line: Armerad betong och lättbetong måste vara skiktade. Den bärande väggen måste ha en stark struktur utan några mellanrum. Tjockleken bör vara minst dubbelt så stor som längden på expanderande skruvarna; tjockleken måste vara över 22 cm (220 mm) och den ska kunna bära mer än 3,5 ton vikt. [360,675,660,697]
instruction-line: Persoanele fără experiență sau persoanele nefamiliare cu instrucțiunile de siguranță nu trebuie să aibă voie să opereze produsul, pentru a evita accidentele. [360,612,652,626]
instruction-line: FONTOS: Csak elektromos emelők használhatók. [360,391,473,398]
instruction-line: MONTERA INTE produkten på stålplåt eller ramverk, eller på väggar som består av håltegel eller perforerade tegelstenar, skrap och andra icke-bärande strukturer. [360,697,657,711]
instruction-line: Nestojte pod kladkou, aby nedošlo k nehode! [700,726,802,733]
language-code: ES [20,525,27,532]
instruction-line: NEPERKRAUKITE: Griežtai draudžiama perkrauti. [700,583,815,590]
instruction-line: НЕ ПРЕТОВАРВАЙТЕ: Претоварването е строго забранено. [360,840,503,847]
instruction-line: Uerfarne personer eller personer, der ikke er bekendte med sikkerhedsinstruktionerne, må ikke betjene produktet. Dette er for at undgå ulykker. [360,119,664,133]
instruction-line: Se pitää kiinnittää seinään käyttämällä 8 M12x120 mm laajennusruuveja. Muista varmistaa, että seinä on kantava rakenne. Kantavan seinän pitää tarjota kestävyyttä ja vakautta. [700,25,1000,39]
instruction-line: Pirms lietošanas pārbaudiet un pārliecinieties, vai visas savienojuma skrūves ir pareizi pievilktas. Uz kronšteina daļām un kronšteina nedrīkst būt plaisu. [700,447,998,461]
instruction-line: NU RIDICAȚI OAMENI SAU ANIMALE: Este strict interzisă ridicarea persoanelor cu acest scripete. [360,597,584,604]
instruction-line: Para evitar accidentes, no se debe permitir que personas sin experiencia o que no conozcan las instrucciones de seguridad operen el producto. [20,626,322,640]
language-section [20,918,324,1034]
instruction-line: NU MONTAȚI produsul pe foi sau rame din oțel, nici pe pereți formați din cărămizi goale sau perforate, șapă și alte structuri neportante. [360,561,638,575]
instruction-line: Um Unfälle zu vermeiden, darf man sich nicht unter der Rolle aufhalten! [20,233,182,240]
language-section [360,268,664,398]
language-code: IS [700,853,705,860]
instruction-line: Sørg for, at væggen er en solid støttestruktur. Solide vægge skal give styrke og stabilitet. [360,32,560,39]
instruction-line: It must be fixed to the wall using 8 M12x120 mm expansion screws [20,25,171,32]
instruction-line: Stå inte under taljan för att undvika olyckor! [360,740,458,747]
instruction-line: Ne stojte pod škripcem, da preprečite morebitne nesreče! [700,826,830,833]
instruction-line: MONTEER HET PRODUCT NIET op stalen platen of frames of op muren die bestaan uit holle of geperforeerde bakstenen, roch op muren met draagstructuren of andere niet-dragende muren. [20,447,316,461]
instruction-line: Neskúsené osoby alebo osoby neoboznámené s bezpečnostnými pokynmi nesmú výrobok obsluhovať, aby sa predišlo nehodám. [700,733,993,740]
instruction-line: Um Unfälle zu vermeiden, dürfen unerfahrene Personen oder Personen, die mit den Sicherheitsanweisungen nicht vertraut sind, das Produkt nicht bedienen. [20,240,319,255]
instruction-line: Ne pas se tenir sous la poulie afin d'éviter tout accident ! [20,362,148,369]
language-section [700,254,1004,377]
instruction-line: Zorg ervoor dat de muur een massieve draagconstructie is. Massieve muren bieden kracht en stabiliteit. [20,411,254,418]
instruction-line: Älä seiso taljan alla onnettomuuksien välttämiseksi! [700,97,816,104]
instruction-line: IMPORTANT : Seuls les palans électriques sont autorisés. [20,383,152,390]
instruction-line: Den må festes til veggen med 8 M12x120 mm ekspansjonsskruer. [360,411,509,418]
